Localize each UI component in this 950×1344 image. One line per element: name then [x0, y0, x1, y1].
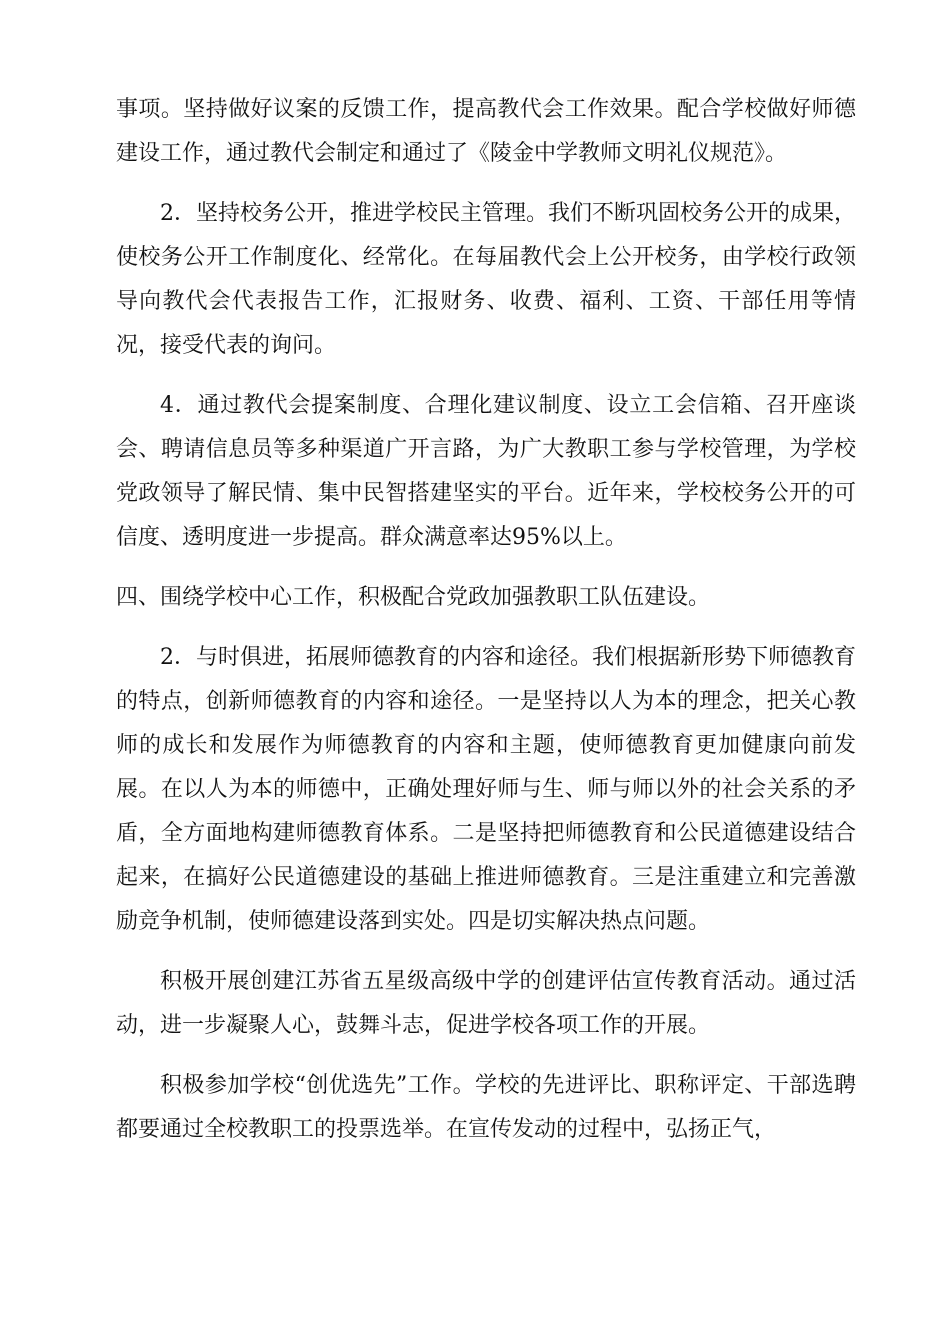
paragraph-suggestion-channels: 4．通过教代会提案制度、合理化建议制度、设立工会信箱、召开座谈会、聘请信息员等多种渠道广开言路，为广大教职工参与学校管理，为学校党政领导了解民情、集中民智搭建坚实的平台。近年来，学校校务公开的可信度、透明度进一步提高。群众满意率达95%以上。	[116, 393, 856, 550]
paragraph-five-star-school-campaign: 积极开展创建江苏省五星级高级中学的创建评估宣传教育活动。通过活动，进一步凝聚人心，鼓舞斗志，促进学校各项工作的开展。	[116, 969, 856, 1038]
paragraph-excellence-selection: 积极参加学校“创优选先”工作。学校的先进评比、职称评定、干部选聘都要通过全校教职工的投票选举。在宣传发动的过程中，弘扬正气，	[116, 1073, 856, 1142]
paragraph-campus-affairs-openness: 2．坚持校务公开，推进学校民主管理。我们不断巩固校务公开的成果，使校务公开工作制度化、经常化。在每届教代会上公开校务，由学校行政领导向教代会代表报告工作，汇报财务、收费、福利、工资、干部任用等情况，接受代表的询问。	[116, 201, 856, 358]
paragraph-continuation: 事项。坚持做好议案的反馈工作，提高教代会工作效果。配合学校做好师德建设工作，通过教代会制定和通过了《陵金中学教师文明礼仪规范》。	[116, 97, 856, 166]
document-body	[116, 88, 856, 1168]
section-heading-four: 四、围绕学校中心工作，积极配合党政加强教职工队伍建设。	[116, 585, 711, 610]
paragraph-teacher-ethics-education: 2．与时俱进，拓展师德教育的内容和途径。我们根据新形势下师德教育的特点，创新师德教育的内容和途径。一是坚持以人为本的理念，把关心教师的成长和发展作为师德教育的内容和主题，使师德教育更加健康向前发展。在以人为本的师德中，正确处理好师与生、师与师以外的社会关系的矛盾，全方面地构建师德教育体系。二是坚持把师德教育和公民道德建设结合起来，在搞好公民道德建设的基础上推进师德教育。三是注重建立和完善激励竞争机制，使师德建设落到实处。四是切实解决热点问题。	[116, 645, 856, 934]
